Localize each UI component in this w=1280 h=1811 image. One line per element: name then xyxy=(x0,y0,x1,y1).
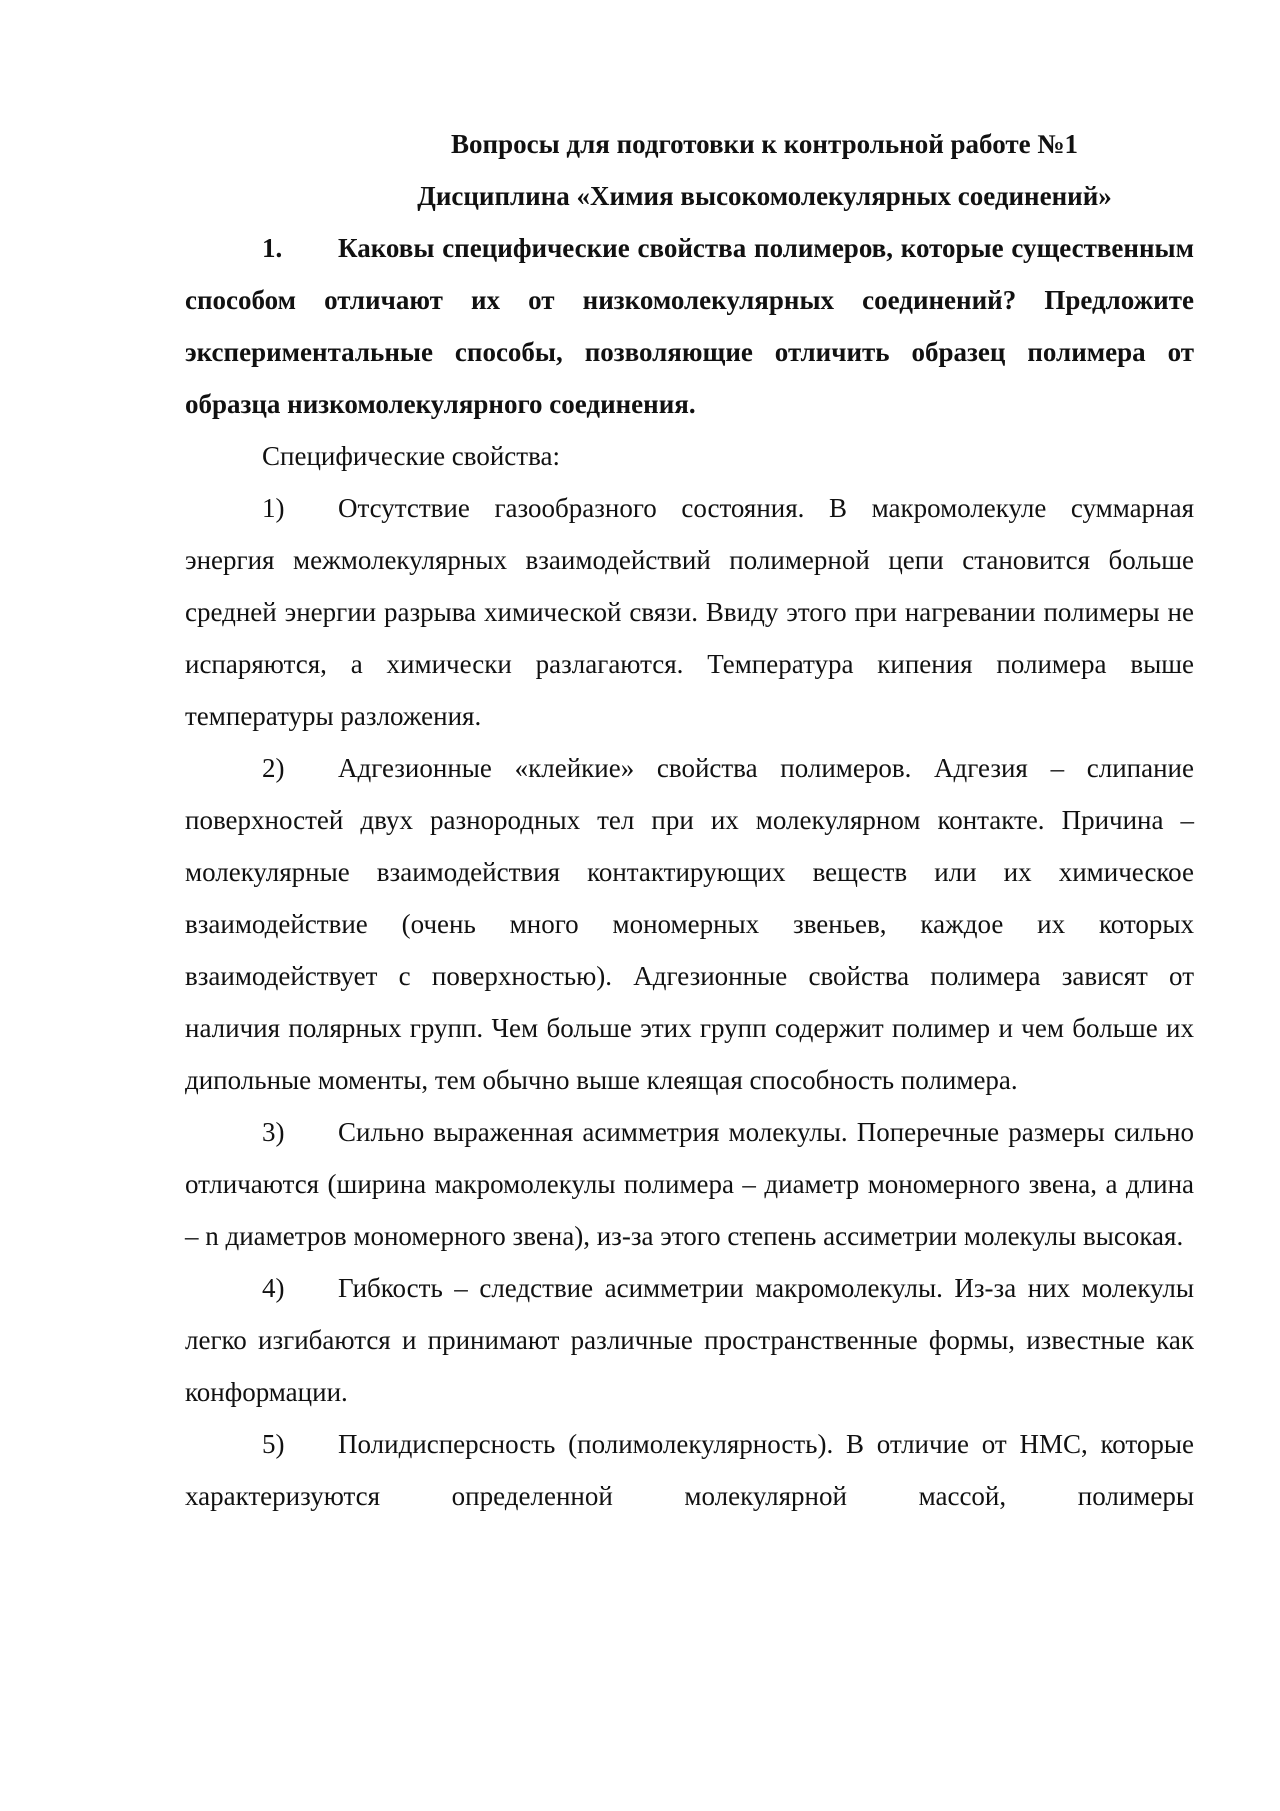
list-item-number: 4) xyxy=(262,1273,285,1303)
list-item-text: Гибкость – следствие асимметрии макромолекулы. Из-за них молекулы легко изгибаются и принимают различные пространственные формы, известные как конформации. xyxy=(185,1273,1194,1407)
list-item-number: 2) xyxy=(262,753,285,783)
list-item-5 xyxy=(185,1418,1194,1522)
question-text: Каковы специфические свойства полимеров, которые существенным способом отличают их от низкомолекулярных соединений? Предложите экспериментальные способы, позволяющие отличить образец полимера от образца низкомолекулярного соединения. xyxy=(185,233,1194,419)
list-item-text: Сильно выраженная асимметрия молекулы. Поперечные размеры сильно отличаются (ширина макромолекулы полимера – диаметр мономерного звена, а длина – n диаметров мономерного звена), из-за этого степень ассиметрии молекулы высокая. xyxy=(185,1117,1194,1251)
list-item-text: Адгезионные «клейкие» свойства полимеров. Адгезия – слипание поверхностей двух разнородных тел при их молекулярном контакте. Причина – молекулярные взаимодействия контактирующих веществ или их химическое взаимодействие (очень много мономерных звеньев, каждое их которых взаимодействует с поверхностью). Адгезионные свойства полимера зависят от наличия полярных групп. Чем больше этих групп содержит полимер и чем больше их дипольные моменты, тем обычно выше клеящая способность полимера. xyxy=(185,753,1194,1095)
list-item-3 xyxy=(185,1106,1194,1262)
question-number: 1. xyxy=(262,233,283,263)
list-item-1 xyxy=(185,482,1194,742)
document-body xyxy=(185,118,1194,1522)
document-title: Вопросы для подготовки к контрольной работе №1 xyxy=(451,129,1078,159)
list-item-text: Полидисперсность (полимолекулярность). В отличие от НМС, которые характеризуются определенной молекулярной массой, полимеры xyxy=(185,1429,1194,1511)
question-1 xyxy=(185,222,1194,430)
list-item-number: 1) xyxy=(262,493,285,523)
list-item-2 xyxy=(185,742,1194,1106)
discipline-title: Дисциплина «Химия высокомолекулярных соединений» xyxy=(417,181,1112,211)
list-item-4 xyxy=(185,1262,1194,1418)
list-item-number: 3) xyxy=(262,1117,285,1147)
list-item-text: Отсутствие газообразного состояния. В макромолекуле суммарная энергия межмолекулярных взаимодействий полимерной цепи становится больше средней энергии разрыва химической связи. Ввиду этого при нагревании полимеры не испаряются, а химически разлагаются. Температура кипения полимера выше температуры разложения. xyxy=(185,493,1194,731)
section-heading: Специфические свойства: xyxy=(262,441,560,471)
list-item-number: 5) xyxy=(262,1429,285,1459)
